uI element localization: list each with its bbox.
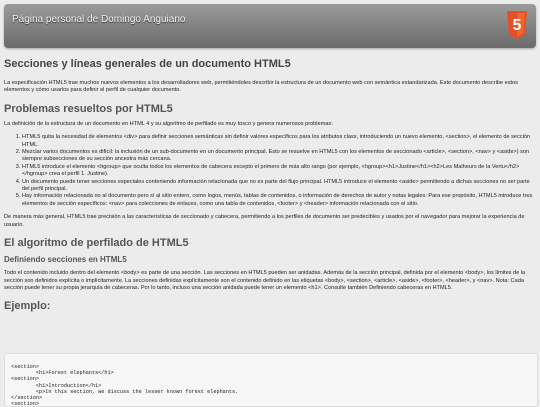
problems-list <box>4 134 536 208</box>
subsection-heading: Definiendo secciones en HTML5 <box>4 255 127 265</box>
list-item: 1. HTML5 quita la necesidad de elementos <div> para definir secciones semánticas sin definir valores específicos para los atributos class, introduciendo un nuevo elemento, <section>, el elemento de sección HTML. <box>22 134 536 149</box>
intro-paragraph: La especificación HTML5 trae muchos nuevos elementos a los desarrolladores web, permitiéndoles describir la estructura de un documento web con semántica estandarizada. Este documento describe estos elementos y cómo usarlos para definir el perfil de cualquier documento. <box>4 80 518 94</box>
list-item: 5. Hay información relacionada no al documento pero sí al sitio entero, como logos, menús, tablas de contenidos, o información de derechos de autor y notas legales. Para ese propósito, HTML5 introduce tres elementos de sección específicos: <nav> para colecciones de enlaces, como una tabla de contenidos, <footer> y <header> información relacionada con el sitio. <box>22 193 536 208</box>
example-heading: Ejemplo: <box>4 300 51 313</box>
section-heading-problems: Problemas resueltos por HTML5 <box>4 102 173 115</box>
site-title: Página personal de Domingo Anguiano <box>12 14 186 25</box>
list-item: 2. Mezclar varios documentos es difícil: la inclusión de un sub-documento en un documento principal. Esto se resuelve en HTML5 con los elementos de seccionado <article>, <section>, <nav> y <aside>) son siempre subsecciones de su sección ancestra más cercana. <box>22 149 536 164</box>
problems-intro: La definición de la estructura de un documento en HTML 4 y su algoritmo de perfilado es muy tosco y genera numerosos problemas: <box>4 120 333 127</box>
code-example: <section> <h1>Forest elephants</h1> <section> <h1>Introduction</h1> <p>In this section, we discuss the lesser known forest elephants. </section> <section> <box>11 364 239 407</box>
list-item: 3. HTML5 introduce el elemento <hgroup> que oculta todos los elementos de cabecera excepto el primero de más alto rango (por ejemplo, <hgroup><h1>Justine</h1><h2>Les Malheurs de la Vertu</h2></hgroup> crea el perfil 1. Justine). <box>22 164 536 179</box>
main-content <box>4 52 536 318</box>
algorithm-paragraph: Todo el contenido incluido dentro del elemento <body> es parte de una sección. Las secciones en HTML5 pueden ser anidadas. Además de la sección principal, definida por el elemento <body>, los límites de la sección son definidos explícita o implícitamente. La secciones definidas explícitamente son el contenido definido en las etiquetas <body>, <section>, <article>, <aside>, <footer>, <header>, y <nav>. Nota: Cada sección puede tener su propia jerarquía de cabeceras. Por lo tanto, incluso una sección anidada puede tener un elemento <h1>. Consulte también Definiendo cabeceras en HTML5. <box>4 270 526 291</box>
problems-outro: De manera más general, HTML5 trae precisión a las características de seccionado y cabecera, permitiendo a los perfiles de documento ser predecibles y usados por el navegador para mejorar la experiencia de usuario. <box>4 214 525 228</box>
html5-logo-text: 5 <box>512 17 522 34</box>
html5-logo-icon <box>506 11 528 39</box>
section-heading-algorithm: El algoritmo de perfilado de HTML5 <box>4 237 189 250</box>
list-item: 4. Un documento puede tener secciones especiales conteniendo información relacionada que no es parte del flujo principal. HTML5 introduce el elemento <aside> permitiendo a dichas secciones no ser parte del perfil principal. <box>22 179 536 194</box>
page-header <box>4 4 536 48</box>
page-title: Secciones y líneas generales de un documento HTML5 <box>4 58 291 70</box>
code-example-block <box>4 353 538 407</box>
